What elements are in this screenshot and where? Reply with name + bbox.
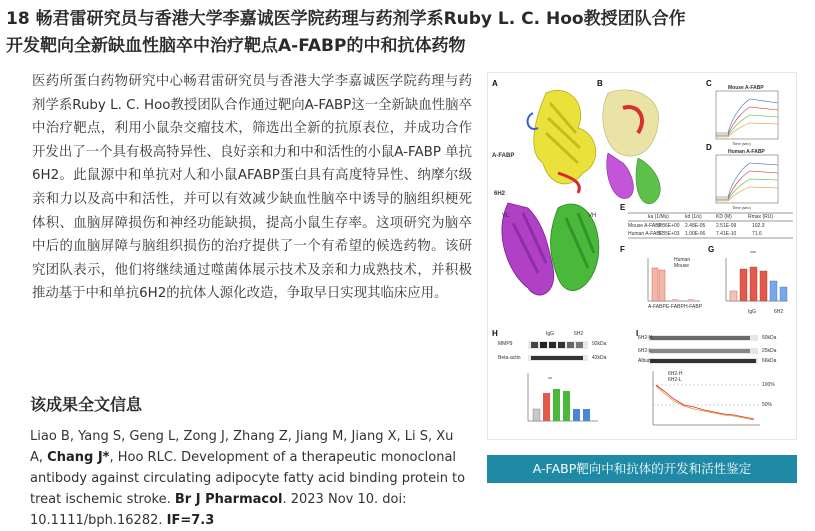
label-vh: VH	[588, 213, 597, 219]
table-row-0-rmax: 102.3	[752, 223, 765, 229]
section-heading: 该成果全文信息	[30, 395, 143, 414]
panel-h-size-42: 42kDa	[592, 355, 607, 361]
panel-f-x-hfabp: H-FABP	[684, 304, 703, 310]
figure-graphics	[488, 73, 798, 441]
citation-authors-pre: Liao B, Yang S, Geng L, Zong J, Zhang Z, Jiang M, Jiang X, Li S, Xu A,	[30, 429, 454, 465]
panel-c-xlabel: Time (sec)	[732, 141, 751, 146]
table-row-0-kdm: 2.51E-09	[716, 223, 737, 229]
table-header-ka: ka (1/Ms)	[648, 214, 669, 220]
label-afabp: A-FABP	[492, 153, 515, 159]
panel-i-heavy: 6H2-H	[638, 335, 653, 341]
panel-g-group-6h2: 6H2	[774, 309, 784, 315]
panel-c-sensorgram	[716, 91, 778, 139]
panel-f-x-efabp: E-FABP	[666, 304, 684, 310]
table-row-0-ka: 9.86E+00	[658, 223, 680, 229]
panel-g-sig: ***	[750, 251, 756, 257]
panel-b-structure	[603, 90, 660, 204]
table-row-0-kd: 2.48E-05	[685, 223, 706, 229]
panel-i-size-66: 66kDa	[762, 358, 777, 364]
panel-c-title: Mouse A-FABP	[728, 85, 764, 91]
summary-paragraph: 医药所蛋白药物研究中心畅君雷研究员与香港大学李嘉诚医学院药理与药剂学系Ruby L. C. Hoo教授团队合作通过靶向A-FABP这一全新缺血性脑卒中治疗靶点，利用小鼠杂交瘤技术，筛选出全新的抗原表位，并成功合作开发出了一个具有极高特异性、良好亲和力和中和活性的小鼠A-FABP 单抗6H2。此鼠源中和单抗对人和小鼠AFABP蛋白具有高度特异性、纳摩尔级亲和力以及高中和活性，并可以有效减少缺血性脑卒中诱导的脑组织梗死体积、血脑屏障损伤和神经功能缺损，提高小鼠生存率。这项研究为脑卒中后的血脑屏障与脑组织损伤的治疗提供了一个有希望的候选药物。该研究团队表示，他们将继续通过噬菌体展示技术及亲和力成熟技术，并积极推动基于中和单抗6H2的抗体人源化改造，争取早日实现其临床应用。	[32, 74, 472, 302]
panel-label-d: D	[706, 143, 712, 152]
panel-i-blot-curve	[648, 335, 760, 425]
citation	[30, 426, 470, 531]
panel-label-a: A	[492, 79, 498, 88]
panel-f-x-afabp: A-FABP	[648, 304, 666, 310]
panel-label-b: B	[597, 79, 603, 88]
panel-h-group-igg: IgG	[546, 331, 555, 337]
figure-caption: A-FABP靶向中和抗体的开发和活性鉴定	[487, 455, 797, 483]
panel-h-blot	[528, 341, 598, 421]
panel-h-sig: **	[548, 377, 552, 383]
title-line-1: 18 畅君雷研究员与香港大学李嘉诚医学院药理与药剂学系Ruby L. C. Hoo教授团队合作	[6, 9, 686, 29]
table-header-rmax: Rmax (RU)	[748, 214, 773, 220]
label-6h2: 6H2	[494, 191, 506, 197]
panel-g-group-igg: IgG	[748, 309, 757, 315]
citation-impact-factor: IF=7.3	[166, 513, 215, 528]
table-row-1-rmax: 71.6	[752, 231, 762, 237]
panel-f-legend-human: Human	[674, 257, 691, 263]
panel-f-legend-mouse: Mouse	[674, 263, 690, 269]
panel-d-title: Human A-FABP	[728, 149, 765, 155]
panel-label-f: F	[620, 245, 625, 254]
panel-h-group-6h2: 6H2	[574, 331, 584, 337]
panel-i-legend-h: 6H2-H	[668, 371, 683, 377]
panel-h-mmp9: MMP9	[498, 341, 513, 347]
panel-a-structure	[502, 90, 599, 295]
label-vl: VL	[502, 213, 510, 219]
panel-i-size-25: 25kDa	[762, 348, 777, 354]
table-header-kd: kd (1/s)	[685, 214, 702, 220]
panel-label-h: H	[492, 329, 498, 338]
page-title	[6, 6, 811, 60]
citation-authors-post: , Hoo RLC. Development of a therapeutic monoclonal antibody against circulating adipocyte fatty acid binding protein to treat ischemic stroke.	[30, 450, 466, 507]
panel-i-size-50: 50kDa	[762, 335, 777, 341]
table-header-kd-m: KD (M)	[716, 214, 732, 220]
panel-label-i: I	[636, 329, 639, 338]
table-row-1-kdm: 7.41E-10	[716, 231, 737, 237]
panel-h-actin: Beta-actin	[498, 355, 521, 361]
figure-panel	[487, 72, 797, 440]
citation-date-doi: . 2023 Nov 10. doi: 10.1111/bph.16282.	[30, 492, 407, 528]
panel-i-albumin: Albumin	[638, 358, 657, 364]
citation-corresponding-author: Chang J*	[47, 450, 110, 465]
panel-g-bars	[726, 258, 788, 301]
panel-label-e: E	[620, 203, 626, 212]
panel-d-xlabel: Time (sec)	[732, 205, 751, 210]
citation-journal: Br J Pharmacol	[174, 492, 283, 507]
panel-label-c: C	[706, 79, 712, 88]
panel-i-light: 6H2-L	[638, 348, 652, 354]
panel-i-ref-100: 100%	[762, 382, 775, 388]
table-row-1-name: Human A-FABP	[628, 231, 664, 237]
panel-i-legend-l: 6H2-L	[668, 377, 682, 383]
title-line-2: 开发靶向全新缺血性脑卒中治疗靶点A-FABP的中和抗体药物	[6, 36, 466, 56]
panel-d-sensorgram	[716, 155, 778, 203]
table-row-0-name: Mouse A-FABP	[628, 223, 662, 229]
panel-label-g: G	[708, 245, 715, 254]
table-row-1-ka: 1.35E+03	[658, 231, 680, 237]
panel-i-ref-50: 50%	[762, 402, 773, 408]
panel-h-size-92: 92kDa	[592, 341, 607, 347]
table-row-1-kd: 1.00E-06	[685, 231, 706, 237]
